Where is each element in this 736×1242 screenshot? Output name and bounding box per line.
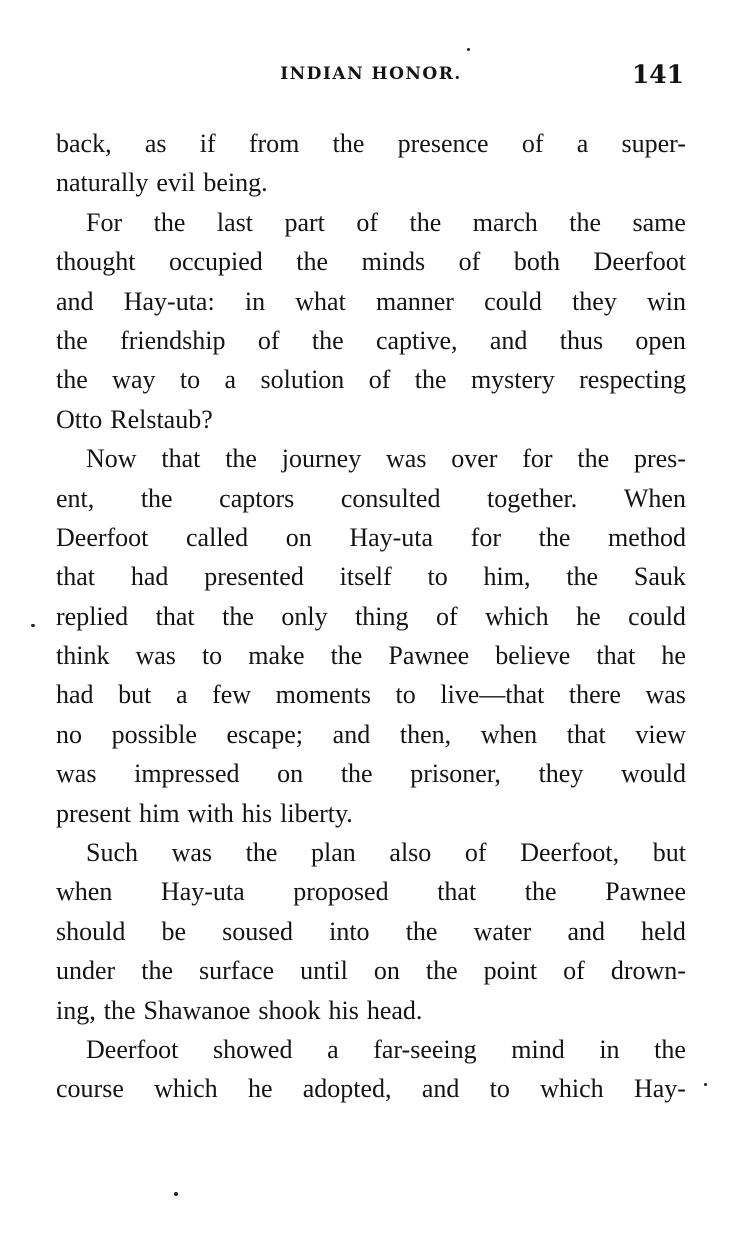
text-line: present him with his liberty.	[56, 798, 353, 828]
text-line: back, as if from the presence of a super-	[56, 129, 686, 158]
text-line: and Hay-uta: in what manner could they win	[56, 286, 686, 316]
paragraph	[56, 439, 686, 833]
page-header	[56, 60, 686, 100]
text-line: should be soused into the water and held	[56, 916, 686, 946]
text-line: Otto Relstaub?	[56, 404, 213, 434]
text-line: thought occupied the minds of both Deerfoot	[56, 247, 686, 277]
paragraph	[56, 1030, 686, 1109]
text-line: the way to a solution of the mystery respecting	[56, 365, 686, 395]
text-line: course which he adopted, and to which Hay-	[56, 1074, 686, 1104]
print-speck	[31, 624, 35, 627]
text-line: had but a few moments to live—that there was	[56, 680, 686, 710]
print-speck	[467, 48, 470, 51]
text-line: the friendship of the captive, and thus open	[56, 325, 686, 355]
book-page	[56, 60, 686, 1109]
text-line: For the last part of the march the same	[86, 207, 686, 237]
text-line: was impressed on the prisoner, they would	[56, 759, 686, 789]
text-line: that had presented itself to him, the Sauk	[56, 562, 686, 592]
text-line: no possible escape; and then, when that view	[56, 719, 686, 749]
paragraph	[56, 833, 686, 1030]
paragraph	[56, 203, 686, 439]
text-line: ing, the Shawanoe shook his head.	[56, 995, 423, 1025]
paragraph	[56, 124, 686, 203]
running-head: INDIAN HONOR.	[280, 64, 462, 84]
text-line: Such was the plan also of Deerfoot, but	[86, 838, 686, 868]
text-line: Deerfoot called on Hay-uta for the method	[56, 522, 686, 552]
text-line: think was to make the Pawnee believe that he	[56, 641, 686, 671]
text-line: replied that the only thing of which he could	[56, 601, 686, 631]
page-number: 141	[631, 60, 684, 89]
text-line: under the surface until on the point of drown-	[56, 956, 686, 986]
body-text	[56, 124, 686, 1109]
text-line: ent, the captors consulted together. When	[56, 483, 686, 513]
text-line: Deerfoot showed a far-seeing mind in the	[86, 1034, 686, 1064]
print-speck	[174, 1192, 178, 1196]
text-line: when Hay-uta proposed that the Pawnee	[56, 877, 686, 907]
text-line: naturally evil being.	[56, 168, 268, 198]
print-speck	[704, 1083, 707, 1086]
text-line: Now that the journey was over for the pres-	[86, 444, 686, 474]
